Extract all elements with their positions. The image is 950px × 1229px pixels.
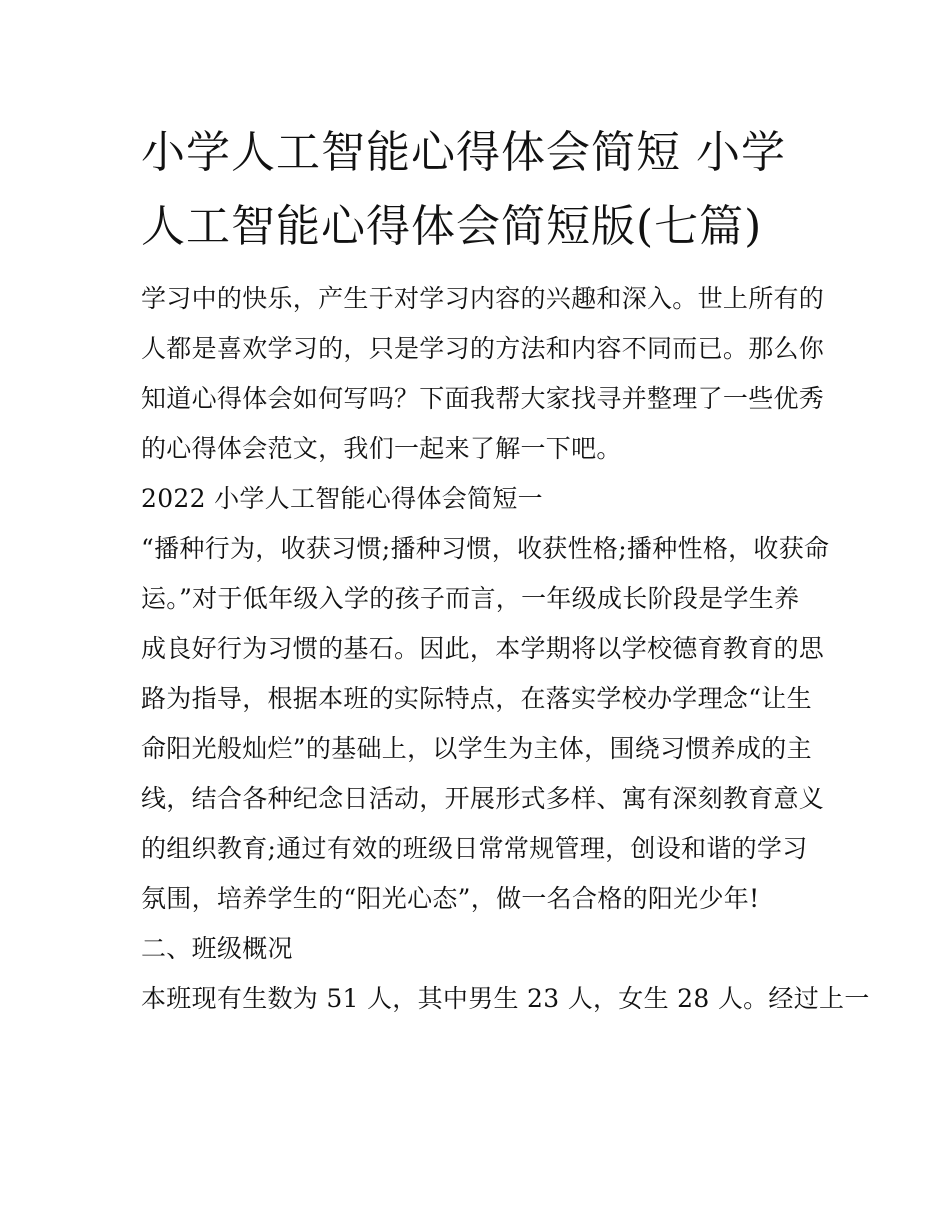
body-line-4: 路为指导，根据本班的实际特点，在落实学校办学理念“让生 (141, 684, 812, 713)
body-line-5: 命阳光般灿烂”的基础上，以学生为主体，围绕习惯养成的主 (141, 734, 812, 763)
intro-line-3: 知道心得体会如何写吗？下面我帮大家找寻并整理了一些优秀 (141, 384, 825, 413)
subheading-class-overview: 二、班级概况 (141, 934, 293, 963)
body-line-2: 运。”对于低年级入学的孩子而言，一年级成长阶段是学生养 (141, 584, 800, 613)
body-line-7: 的组织教育;通过有效的班级日常常规管理，创设和谐的学习 (141, 834, 808, 863)
section-heading: 2022 小学人工智能心得体会简短一 (141, 484, 543, 513)
body-line-6: 线，结合各种纪念日活动，开展形式多样、寓有深刻教育意义 (141, 784, 825, 813)
class-overview-line: 本班现有生数为 51 人，其中男生 23 人，女生 28 人。经过上一 (141, 984, 870, 1013)
intro-line-2: 人都是喜欢学习的，只是学习的方法和内容不同而已。那么你 (141, 334, 825, 363)
document-content (141, 116, 870, 1024)
body-line-3: 成良好行为习惯的基石。因此，本学期将以学校德育教育的思 (141, 634, 825, 663)
body-line-1: “播种行为，收获习惯;播种习惯，收获性格;播种性格，收获命 (141, 534, 830, 563)
intro-line-1: 学习中的快乐，产生于对学习内容的兴趣和深入。世上所有的 (141, 284, 825, 313)
body-line-8: 氛围，培养学生的“阳光心态”，做一名合格的阳光少年! (141, 884, 760, 913)
intro-line-4: 的心得体会范文，我们一起来了解一下吧。 (141, 434, 622, 463)
document-title: 小学人工智能心得体会简短 小学人工智能心得体会简短版(七篇) (141, 127, 786, 252)
